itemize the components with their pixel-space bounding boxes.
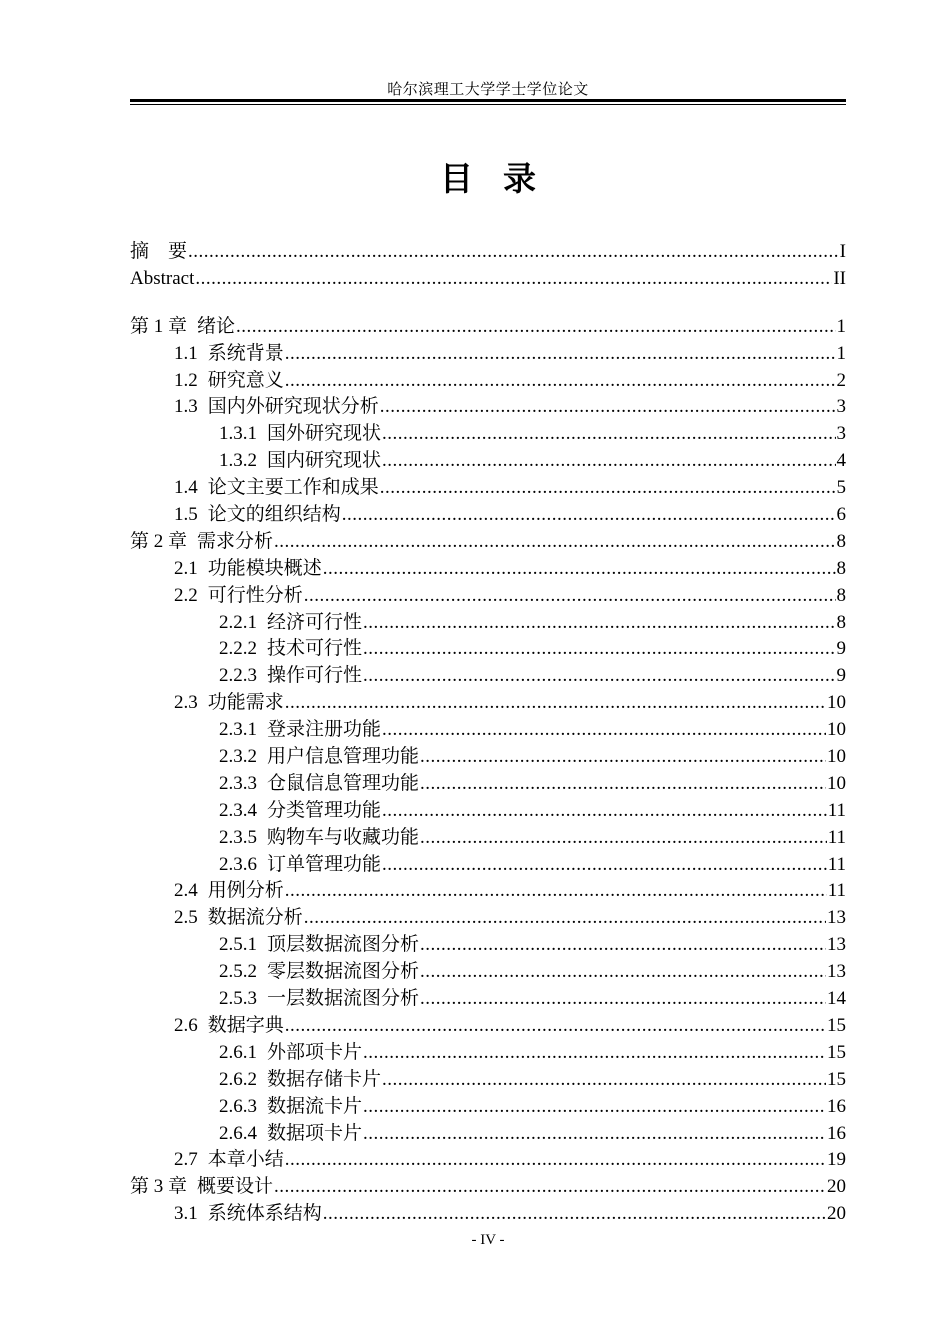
- toc-leader-dots: [382, 798, 827, 825]
- toc-entry-page: 4: [836, 450, 846, 472]
- toc-entry-number: 2.4: [174, 880, 198, 902]
- toc-leader-dots: [342, 502, 836, 529]
- toc-leader-dots: [285, 341, 836, 368]
- toc-leader-dots: [304, 905, 826, 932]
- toc-leader-dots: [274, 1174, 826, 1201]
- toc-entry-number: 第 3 章: [130, 1176, 188, 1198]
- toc-entry-page: 5: [836, 477, 846, 499]
- toc-entry-page: 15: [827, 1041, 846, 1063]
- toc-leader-dots: [380, 394, 836, 421]
- toc-leader-dots: [420, 986, 826, 1013]
- toc-entry-page: 13: [827, 907, 846, 929]
- toc-leader-dots: [363, 636, 835, 663]
- toc-entry[interactable]: [130, 825, 846, 852]
- toc-entry-title: 零层数据流图分析: [267, 961, 420, 983]
- toc-entry-number: 2.3: [174, 692, 198, 714]
- toc-entry-page: 10: [827, 719, 846, 741]
- toc-entry-title: 国内外研究现状分析: [207, 396, 379, 418]
- table-of-contents: [130, 239, 846, 1228]
- toc-entry-title: 功能需求: [207, 692, 284, 714]
- toc-entry[interactable]: [130, 421, 846, 448]
- toc-entry-title: 绪论: [197, 315, 236, 337]
- toc-entry-page: 10: [827, 692, 846, 714]
- toc-entry[interactable]: [130, 394, 846, 421]
- toc-leader-dots: [363, 663, 835, 690]
- toc-entry-page: II: [833, 267, 846, 289]
- toc-entry[interactable]: [130, 798, 846, 825]
- toc-leader-dots: [323, 556, 836, 583]
- page-header: 哈尔滨理工大学学士学位论文: [387, 82, 589, 98]
- toc-entry-page: 19: [827, 1149, 846, 1171]
- toc-entry-page: 11: [827, 853, 846, 875]
- toc-entry-page: 15: [827, 1068, 846, 1090]
- toc-entry-number: 2.2.1: [219, 611, 257, 633]
- toc-leader-dots: [195, 266, 832, 293]
- toc-entry-number: 第 1 章: [130, 315, 188, 337]
- toc-leader-dots: [363, 610, 835, 637]
- toc-entry-title: 可行性分析: [207, 584, 303, 606]
- toc-entry-number: 2.2: [174, 584, 198, 606]
- header-rule: [130, 99, 846, 102]
- toc-entry-number: 1.1: [174, 342, 198, 364]
- toc-entry[interactable]: [130, 852, 846, 879]
- toc-leader-dots: [382, 421, 835, 448]
- toc-entry[interactable]: [130, 314, 846, 341]
- toc-entry-page: 13: [827, 961, 846, 983]
- toc-entry[interactable]: [130, 1121, 846, 1148]
- toc-entry-page: I: [839, 241, 846, 262]
- toc-entry[interactable]: [130, 717, 846, 744]
- toc-leader-dots: [274, 529, 835, 556]
- toc-entry[interactable]: [130, 1094, 846, 1121]
- toc-entry-number: 1.3.1: [219, 423, 257, 445]
- toc-entry-title: 登录注册功能: [267, 719, 382, 741]
- toc-entry-number: 2.3.2: [219, 746, 257, 768]
- toc-entry-number: 1.4: [174, 477, 198, 499]
- toc-title: 目录: [440, 159, 566, 198]
- toc-entry-page: 3: [836, 396, 846, 418]
- toc-entry[interactable]: [130, 1013, 846, 1040]
- toc-leader-dots: [363, 1040, 826, 1067]
- toc-entry-title: 订单管理功能: [267, 853, 382, 875]
- toc-entry[interactable]: [130, 368, 846, 395]
- toc-entry-title: 系统背景: [207, 342, 284, 364]
- toc-entry-page: 8: [836, 557, 846, 579]
- toc-entry[interactable]: [130, 1174, 846, 1201]
- toc-entry-title: 外部项卡片: [267, 1041, 363, 1063]
- toc-leader-dots: [382, 1067, 826, 1094]
- toc-leader-dots: [420, 771, 826, 798]
- toc-leader-dots: [382, 852, 827, 879]
- toc-entry-page: 15: [827, 1014, 846, 1036]
- toc-entry[interactable]: [130, 1067, 846, 1094]
- toc-entry-title: 顶层数据流图分析: [267, 934, 420, 956]
- toc-entry[interactable]: [130, 690, 846, 717]
- toc-entry-page: 9: [836, 638, 846, 660]
- toc-entry-title: 用户信息管理功能: [267, 746, 420, 768]
- toc-entry-title: 系统体系结构: [207, 1203, 322, 1225]
- toc-entry-number: 第 2 章: [130, 530, 188, 552]
- toc-entry[interactable]: [130, 448, 846, 475]
- toc-leader-dots: [363, 1094, 826, 1121]
- toc-entry[interactable]: [130, 610, 846, 637]
- toc-entry-number: 2.5.1: [219, 934, 257, 956]
- toc-entry[interactable]: [130, 986, 846, 1013]
- toc-entry-page: 16: [827, 1095, 846, 1117]
- toc-entry-page: 8: [836, 611, 846, 633]
- toc-leader-dots: [304, 583, 836, 610]
- toc-entry-title: 本章小结: [207, 1149, 284, 1171]
- toc-entry[interactable]: [130, 502, 846, 529]
- toc-leader-dots: [285, 690, 826, 717]
- toc-entry[interactable]: [130, 905, 846, 932]
- toc-entry-page: 11: [827, 880, 846, 902]
- toc-entry-page: 8: [836, 584, 846, 606]
- toc-entry[interactable]: [130, 1040, 846, 1067]
- toc-entry-title: 国外研究现状: [267, 423, 382, 445]
- toc-entry-title: 购物车与收藏功能: [267, 826, 420, 848]
- toc-entry-title: 国内研究现状: [267, 450, 382, 472]
- toc-entry[interactable]: [130, 959, 846, 986]
- toc-entry-page: 14: [827, 988, 846, 1010]
- toc-leader-dots: [285, 878, 827, 905]
- toc-entry-title: Abstract: [130, 267, 195, 289]
- toc-entry-title: 操作可行性: [267, 665, 363, 687]
- toc-entry-title: 数据流分析: [207, 907, 303, 929]
- toc-entry-title: 论文的组织结构: [207, 504, 341, 526]
- toc-entry-page: 16: [827, 1122, 846, 1144]
- toc-entry-number: 2.3.5: [219, 826, 257, 848]
- toc-entry-number: 1.3: [174, 396, 198, 418]
- toc-entry-page: 13: [827, 934, 846, 956]
- toc-entry-title: 分类管理功能: [267, 799, 382, 821]
- page-number: - IV -: [471, 1232, 505, 1248]
- toc-entry-page: 10: [827, 746, 846, 768]
- toc-entry-title: 功能模块概述: [207, 557, 322, 579]
- toc-entry[interactable]: [130, 663, 846, 690]
- toc-entry-page: 10: [827, 772, 846, 794]
- toc-entry[interactable]: [130, 878, 846, 905]
- toc-entry-title: 论文主要工作和成果: [207, 477, 379, 499]
- toc-leader-dots: [380, 475, 836, 502]
- toc-entry-number: 1.2: [174, 369, 198, 391]
- toc-entry-page: 6: [836, 504, 846, 526]
- toc-leader-dots: [188, 239, 839, 266]
- toc-entry-number: 2.3.3: [219, 772, 257, 794]
- toc-entry-title: 摘 要: [130, 241, 188, 262]
- toc-entry[interactable]: [130, 636, 846, 663]
- toc-entry-page: 1: [836, 315, 846, 337]
- toc-leader-dots: [236, 314, 835, 341]
- toc-entry[interactable]: [130, 932, 846, 959]
- toc-entry-number: 2.5.3: [219, 988, 257, 1010]
- toc-entry-page: 11: [827, 826, 846, 848]
- toc-leader-dots: [363, 1121, 826, 1148]
- toc-entry-number: 3.1: [174, 1203, 198, 1225]
- toc-entry[interactable]: [130, 556, 846, 583]
- toc-entry-number: 2.2.2: [219, 638, 257, 660]
- toc-entry-title: 研究意义: [207, 369, 284, 391]
- toc-entry-number: 1.3.2: [219, 450, 257, 472]
- toc-entry-page: 11: [827, 799, 846, 821]
- toc-entry-title: 概要设计: [197, 1176, 274, 1198]
- toc-entry-title: 数据存储卡片: [267, 1068, 382, 1090]
- toc-entry-title: 数据流卡片: [267, 1095, 363, 1117]
- toc-entry-page: 1: [836, 342, 846, 364]
- toc-entry[interactable]: [130, 475, 846, 502]
- toc-entry-page: 9: [836, 665, 846, 687]
- toc-entry[interactable]: [130, 583, 846, 610]
- toc-entry-number: 2.3.6: [219, 853, 257, 875]
- toc-entry-page: 20: [827, 1176, 846, 1198]
- toc-entry-title: 技术可行性: [267, 638, 363, 660]
- toc-entry-number: 2.5.2: [219, 961, 257, 983]
- toc-leader-dots: [420, 825, 827, 852]
- toc-entry-page: 20: [827, 1203, 846, 1225]
- toc-leader-dots: [420, 744, 826, 771]
- toc-entry-page: 8: [836, 530, 846, 552]
- toc-entry-number: 2.1: [174, 557, 198, 579]
- toc-entry-number: 2.6.1: [219, 1041, 257, 1063]
- toc-entry-page: 2: [836, 369, 846, 391]
- toc-entry-title: 数据项卡片: [267, 1122, 363, 1144]
- toc-entry-title: 用例分析: [207, 880, 284, 902]
- toc-entry-number: 2.6.3: [219, 1095, 257, 1117]
- toc-entry-number: 2.3.4: [219, 799, 257, 821]
- toc-entry[interactable]: [130, 341, 846, 368]
- toc-leader-dots: [323, 1201, 826, 1228]
- toc-entry[interactable]: [130, 239, 846, 266]
- toc-entry-number: 2.6.4: [219, 1122, 257, 1144]
- toc-entry-number: 2.3.1: [219, 719, 257, 741]
- toc-entry[interactable]: [130, 1147, 846, 1174]
- toc-entry-title: 一层数据流图分析: [267, 988, 420, 1010]
- toc-entry-title: 数据字典: [207, 1014, 284, 1036]
- toc-entry-number: 2.5: [174, 907, 198, 929]
- toc-leader-dots: [285, 1147, 826, 1174]
- toc-entry-number: 1.5: [174, 504, 198, 526]
- toc-leader-dots: [285, 368, 836, 395]
- toc-entry-number: 2.6.2: [219, 1068, 257, 1090]
- toc-entry-number: 2.6: [174, 1014, 198, 1036]
- toc-entry-number: 2.2.3: [219, 665, 257, 687]
- header-rule-thin: [130, 104, 846, 105]
- toc-entry-page: 3: [836, 423, 846, 445]
- toc-entry-title: 需求分析: [197, 530, 274, 552]
- toc-leader-dots: [420, 959, 826, 986]
- toc-leader-dots: [420, 932, 826, 959]
- toc-entry-number: 2.7: [174, 1149, 198, 1171]
- toc-entry[interactable]: [130, 771, 846, 798]
- toc-entry[interactable]: [130, 744, 846, 771]
- toc-leader-dots: [382, 717, 826, 744]
- toc-entry[interactable]: [130, 1201, 846, 1228]
- toc-entry[interactable]: [130, 529, 846, 556]
- toc-leader-dots: [285, 1013, 826, 1040]
- toc-entry[interactable]: [130, 266, 846, 293]
- toc-entry-title: 经济可行性: [267, 611, 363, 633]
- toc-leader-dots: [382, 448, 835, 475]
- toc-entry-title: 仓鼠信息管理功能: [267, 772, 420, 794]
